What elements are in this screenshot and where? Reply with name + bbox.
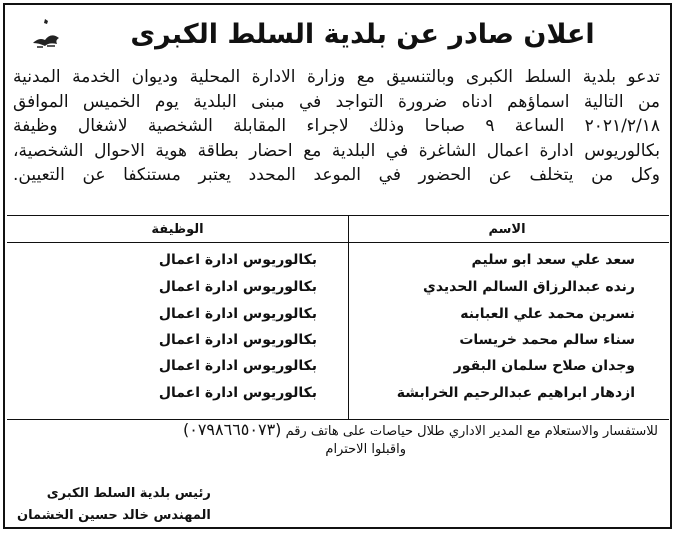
candidate-name: سعد علي سعد ابو سليم: [471, 252, 635, 268]
body-line: وكل من يتخلف عن الحضور في الموعد المحدد يعتبر مستنكفا عن التعيين.: [13, 165, 660, 186]
signature-block: [17, 483, 211, 527]
body-line: من التالية اسماؤهم ادناه ضرورة التواجد في مبنى البلدية يوم الخميس الموافق: [13, 91, 660, 112]
candidate-name: رنده عبدالرزاق السالم الحديدي: [423, 279, 635, 295]
table-row: [7, 246, 669, 274]
signature-title: رئيس بلدية السلط الكبرى: [46, 486, 211, 501]
table-row: [7, 326, 669, 354]
candidate-name: وجدان صلاح سلمان البقور: [453, 358, 635, 374]
table-row: [7, 273, 669, 301]
header-separator: [7, 242, 669, 243]
candidate-job: بكالوريوس ادارة اعمال: [158, 279, 317, 295]
candidate-job: بكالوريوس ادارة اعمال: [158, 385, 317, 401]
candidate-job: بكالوريوس ادارة اعمال: [158, 306, 317, 322]
inquiry-text: للاستفسار والاستعلام مع المدير الاداري طلال حياصات على هاتف رقم: [285, 424, 658, 439]
candidates-table: [7, 215, 669, 420]
announcement-body: [13, 65, 660, 188]
phone-number: (٠٧٩٨٦٦٥٠٧٣): [182, 420, 282, 439]
candidate-name: سناء سالم محمد خريسات: [459, 332, 635, 348]
table-row: [7, 352, 669, 380]
candidate-name: نسرين محمد علي العبابنه: [460, 306, 635, 322]
column-header-name: الاسم: [488, 222, 526, 237]
signature-name: المهندس خالد حسين الخشمان: [17, 508, 211, 523]
closing-regards: واقبلوا الاحترام: [325, 442, 406, 457]
candidate-job: بكالوريوس ادارة اعمال: [158, 252, 317, 268]
column-header-job: الوظيفة: [151, 222, 204, 237]
announcement-title: اعلان صادر عن بلدية السلط الكبرى: [130, 19, 595, 50]
candidate-job: بكالوريوس ادارة اعمال: [158, 332, 317, 348]
inquiry-line: [183, 420, 658, 442]
announcement-frame: [3, 3, 672, 529]
table-row: [7, 300, 669, 328]
table-row: [7, 379, 669, 407]
municipality-logo: [27, 13, 67, 53]
body-line: بكالوريوس ادارة اعمال الشاغرة في البلدية مع احضار بطاقة هوية الاحوال الشخصية،: [13, 140, 660, 161]
body-line: تدعو بلدية السلط الكبرى وبالتنسيق مع وزارة الادارة المحلية وديوان الخدمة المدنية: [13, 67, 660, 87]
candidate-job: بكالوريوس ادارة اعمال: [158, 358, 317, 374]
body-line: ٢٠٢١/٢/١٨ الساعة ٩ صباحا وذلك لاجراء المقابلة الشخصية لاشغال وظيفة: [13, 116, 660, 137]
candidate-name: ازدهار ابراهيم عبدالرحيم الخرابشة: [396, 385, 635, 401]
